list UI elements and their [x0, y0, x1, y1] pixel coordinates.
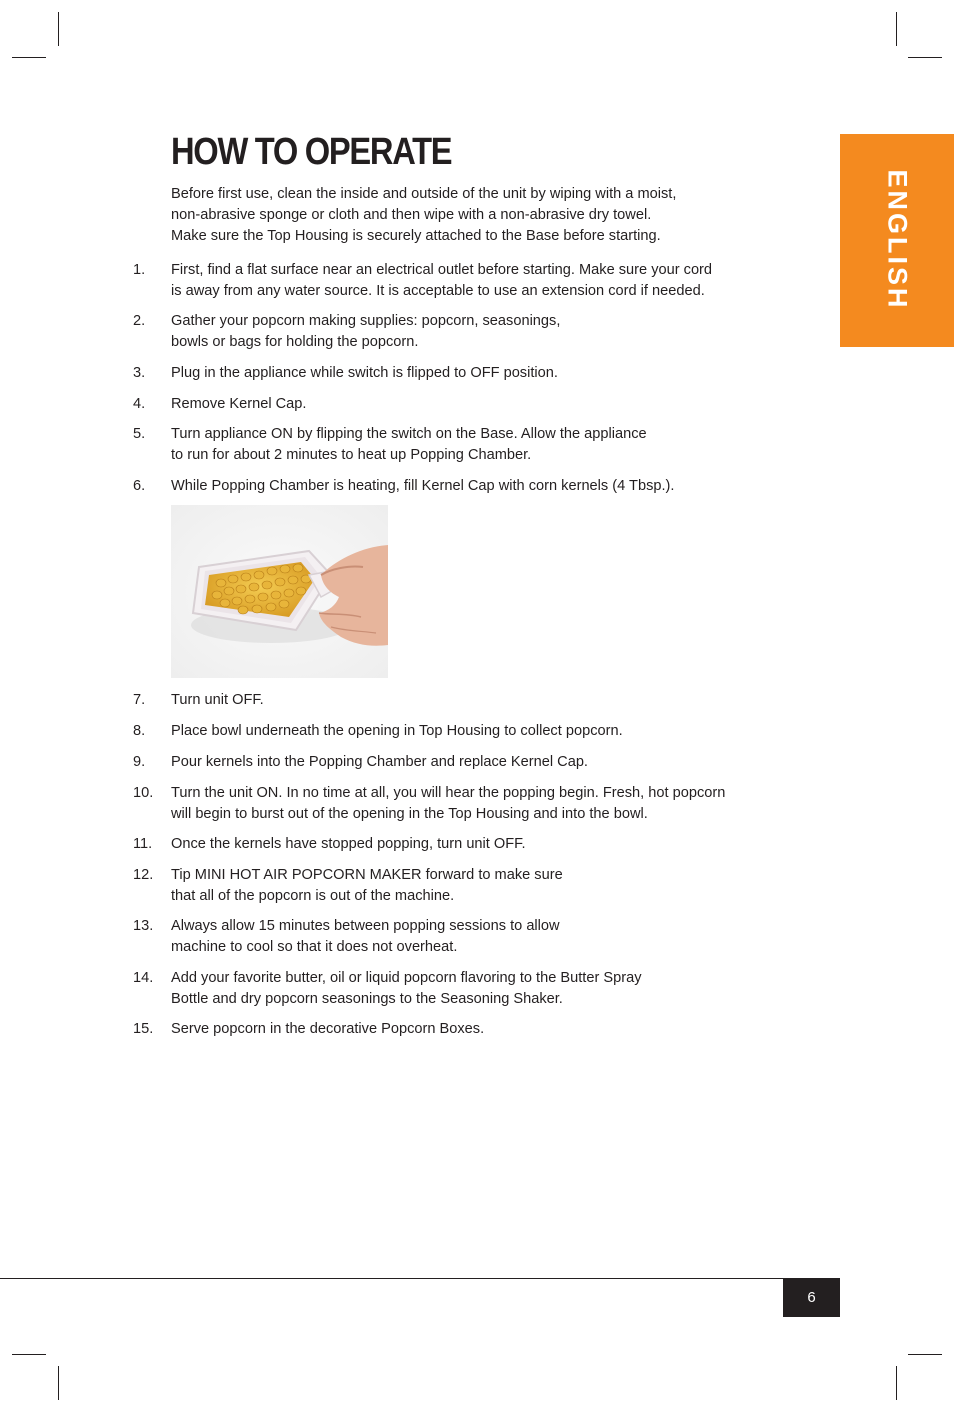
step-text-line: Plug in the appliance while switch is flipped to OFF position. — [171, 365, 558, 381]
step-number: 11. — [133, 836, 153, 852]
step-text-line: First, find a flat surface near an electrical outlet before starting. Make sure your cord — [171, 262, 713, 278]
step-text — [171, 783, 811, 825]
step-number: 9. — [133, 754, 146, 770]
step-text — [171, 721, 811, 742]
step-text-line: Gather your popcorn making supplies: popcorn, seasonings, — [171, 313, 561, 329]
step-text-line: Place bowl underneath the opening in Top Housing to collect popcorn. — [171, 723, 623, 739]
step-text-line: Add your favorite butter, oil or liquid popcorn flavoring to the Butter Spray — [171, 970, 642, 986]
kernel-cap-with-kernels-image — [171, 505, 388, 678]
step-text — [171, 752, 811, 773]
step-text — [171, 1019, 811, 1040]
step-number: 5. — [133, 426, 146, 442]
step-number: 4. — [133, 396, 146, 412]
step-text — [171, 916, 811, 958]
step-text-line: to run for about 2 minutes to heat up Popping Chamber. — [171, 446, 532, 463]
language-tab — [840, 134, 954, 347]
page-number: 6 — [783, 1278, 840, 1317]
step-number: 1. — [133, 262, 146, 278]
step-text — [171, 476, 811, 497]
step-number: 2. — [133, 313, 146, 329]
step-text-line: that all of the popcorn is out of the machine. — [171, 887, 455, 904]
step-text-line: Always allow 15 minutes between popping sessions to allow — [171, 918, 560, 934]
step-number: 3. — [133, 365, 146, 381]
step-number: 6. — [133, 478, 146, 494]
step-text-line: Bottle and dry popcorn seasonings to the Seasoning Shaker. — [171, 990, 563, 1007]
step-text — [171, 424, 811, 466]
step-text-line: bowls or bags for holding the popcorn. — [171, 333, 419, 350]
step-text-line: machine to cool so that it does not overheat. — [171, 938, 458, 955]
step-text — [171, 394, 811, 415]
step-number: 12. — [133, 867, 154, 883]
language-tab-label: ENGLISH — [882, 169, 913, 311]
page-title: HOW TO OPERATE — [171, 131, 452, 173]
step-text-line: Pour kernels into the Popping Chamber and replace Kernel Cap. — [171, 754, 588, 770]
step-text-line: Remove Kernel Cap. — [171, 396, 307, 412]
step-text-line: Once the kernels have stopped popping, turn unit OFF. — [171, 836, 526, 852]
intro-line: non-abrasive sponge or cloth and then wipe with a non-abrasive dry towel. — [171, 206, 652, 223]
step-number: 13. — [133, 918, 154, 934]
crop-mark — [12, 1354, 46, 1355]
step-number: 7. — [133, 692, 146, 708]
crop-mark — [58, 1366, 59, 1400]
step-text — [171, 363, 811, 384]
step-number: 8. — [133, 723, 146, 739]
step-number: 14. — [133, 970, 154, 986]
intro-line: Before first use, clean the inside and outside of the unit by wiping with a moist, — [171, 186, 677, 202]
step-text-line: While Popping Chamber is heating, fill Kernel Cap with corn kernels (4 Tbsp.). — [171, 478, 675, 494]
step-text-line: Turn appliance ON by flipping the switch on the Base. Allow the appliance — [171, 426, 647, 442]
step-text — [171, 834, 811, 855]
step-number: 15. — [133, 1021, 154, 1037]
crop-mark — [896, 12, 897, 46]
crop-mark — [908, 57, 942, 58]
crop-mark — [908, 1354, 942, 1355]
step-text-line: Turn the unit ON. In no time at all, you will hear the popping begin. Fresh, hot popcorn — [171, 785, 726, 801]
step-text — [171, 260, 811, 302]
crop-mark — [58, 12, 59, 46]
kernel-cap-photo — [171, 505, 388, 678]
intro-paragraph — [171, 184, 791, 246]
footer-rule — [0, 1278, 840, 1279]
step-text — [171, 865, 811, 907]
step-text-line: Turn unit OFF. — [171, 692, 264, 708]
step-text-line: will begin to burst out of the opening in the Top Housing and into the bowl. — [171, 805, 648, 822]
step-text — [171, 311, 811, 353]
step-text — [171, 968, 811, 1010]
step-text-line: Serve popcorn in the decorative Popcorn Boxes. — [171, 1021, 485, 1037]
step-text-line: is away from any water source. It is acceptable to use an extension cord if needed. — [171, 282, 705, 299]
step-text — [171, 690, 811, 711]
step-number: 10. — [133, 785, 154, 801]
step-text-line: Tip MINI HOT AIR POPCORN MAKER forward to make sure — [171, 867, 563, 883]
crop-mark — [896, 1366, 897, 1400]
intro-line: Make sure the Top Housing is securely attached to the Base before starting. — [171, 227, 661, 244]
crop-mark — [12, 57, 46, 58]
